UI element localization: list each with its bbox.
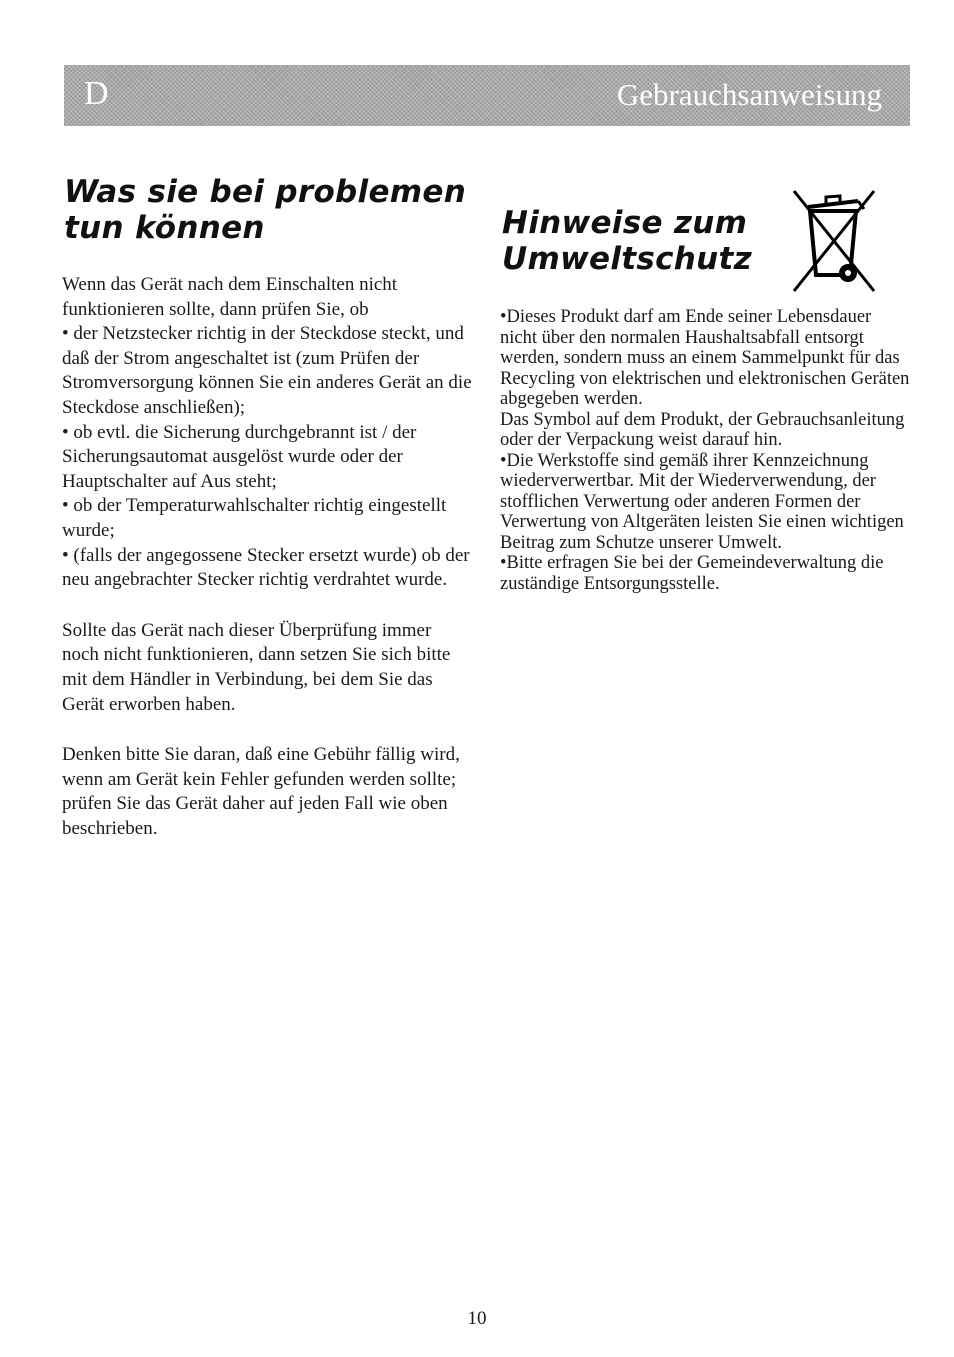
- environment-heading: [502, 205, 792, 277]
- troubleshooting-intro: Wenn das Gerät nach dem Einschalten nicht funktionieren sollte, dann prüfen Sie, ob: [62, 274, 398, 320]
- check-item-plug: • der Netzstecker richtig in der Steckdose steckt, und daß der Strom angeschaltet ist (zum Prüfen der Stromversorgung können Sie ein anderes Gerät an die Steckdose anschließen);: [62, 323, 472, 418]
- manual-title: Gebrauchsanweisung: [616, 77, 882, 112]
- troubleshooting-heading-line2: tun können: [64, 210, 265, 246]
- fee-notice-paragraph: Denken bitte Sie daran, daß eine Gebühr fällig wird, wenn am Gerät kein Fehler gefunden werden sollte; prüfen Sie das Gerät daher auf jeden Fall wie oben beschrieben.: [62, 744, 460, 839]
- troubleshooting-heading-line1: Was sie bei problemen: [64, 174, 467, 210]
- section-header-bar: [64, 65, 910, 126]
- troubleshooting-heading: [64, 174, 484, 246]
- check-item-wiring: • (falls der angegossene Stecker ersetzt wurde) ob der neu angebrachter Stecker richtig verdrahtet wurde.: [62, 544, 470, 591]
- check-item-thermostat: • ob der Temperaturwahlschalter richtig eingestellt wurde;: [62, 495, 447, 541]
- page-number: 10: [467, 1308, 487, 1329]
- environment-heading-line1: Hinweise zum: [502, 205, 748, 241]
- symbol-paragraph: Das Symbol auf dem Produkt, der Gebrauchsanleitung oder der Verpackung weist darauf hin.: [500, 409, 905, 450]
- disposal-paragraph: •Dieses Produkt darf am Ende seiner Lebensdauer nicht über den normalen Haushaltsabfall entsorgt werden, sondern muss an einem Sammelpunkt für das Recycling von elektrischen und elektronischen Geräten abgegeben werden.: [500, 307, 910, 409]
- crossed-out-wheelie-bin-icon: [788, 185, 880, 295]
- municipality-paragraph: •Bitte erfragen Sie bei der Gemeindeverwaltung die zuständige Entsorgungsstelle.: [500, 553, 884, 594]
- recycling-paragraph: •Die Werkstoffe sind gemäß ihrer Kennzeichnung wiederverwertbar. Mit der Wiederverwendung, der stofflichen Verwertung oder anderen Formen der Verwertung von Altgeräten leisten Sie einen wichtigen Beitrag zum Schutze unserer Umwelt.: [500, 450, 904, 553]
- environment-column: [500, 307, 912, 594]
- environment-heading-line2: Umweltschutz: [502, 241, 753, 277]
- check-item-fuse: • ob evtl. die Sicherung durchgebrannt ist / der Sicherungsautomat ausgelöst wurde oder der Hauptschalter auf Aus steht;: [62, 421, 417, 492]
- contact-dealer-paragraph: Sollte das Gerät nach dieser Überprüfung immer noch nicht funktionieren, dann setzen Sie sich bitte mit dem Händler in Verbindung, bei dem Sie das Gerät erworben haben.: [62, 619, 451, 715]
- troubleshooting-column: [62, 273, 472, 841]
- language-code: D: [84, 75, 109, 112]
